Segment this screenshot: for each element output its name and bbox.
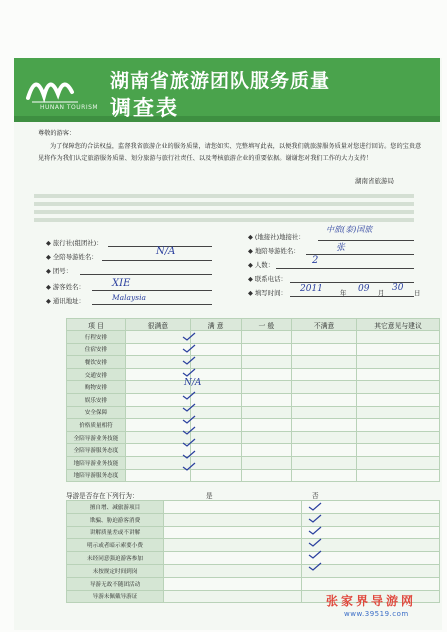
table-row xyxy=(67,526,440,539)
cell-unsatisfied[interactable] xyxy=(292,331,357,344)
cell-satisfied[interactable] xyxy=(190,393,241,406)
row-label: 全陪导游服务态度 xyxy=(67,444,126,457)
field-underline xyxy=(318,240,414,241)
field-label: 游客姓名： xyxy=(52,283,85,291)
field-underline xyxy=(92,304,212,305)
handwritten-day: 30 xyxy=(392,283,404,293)
cell-satisfied[interactable] xyxy=(190,456,241,469)
row-label: 擅自增、减旅游项目 xyxy=(67,501,164,514)
cell-satisfied[interactable] xyxy=(190,331,241,344)
cell-average[interactable] xyxy=(241,393,292,406)
field-group-number: ◆ 团号： xyxy=(46,267,73,275)
col-header-very-satisfied: 很满意 xyxy=(126,319,191,331)
cell-very-satisfied[interactable] xyxy=(126,368,191,381)
cell-comments[interactable] xyxy=(357,368,440,381)
cell-unsatisfied[interactable] xyxy=(292,456,357,469)
cell-unsatisfied[interactable] xyxy=(292,356,357,369)
watermark-url: www.39519.com xyxy=(344,610,409,618)
cell-very-satisfied[interactable] xyxy=(126,381,191,394)
behavior-question-title: 导游是否存在下列行为： xyxy=(66,492,139,500)
bleed-through-text xyxy=(34,190,414,224)
field-underline xyxy=(276,268,414,269)
field-local-guide: ◆ 地陪导游姓名： xyxy=(248,247,300,255)
cell-average[interactable] xyxy=(241,431,292,444)
cell-no[interactable] xyxy=(302,552,440,565)
checkmark-icon xyxy=(308,562,322,571)
cell-yes[interactable] xyxy=(164,513,302,526)
cell-unsatisfied[interactable] xyxy=(292,469,357,482)
cell-satisfied[interactable] xyxy=(190,406,241,419)
handwritten-tourist-name: XIE xyxy=(112,278,131,289)
intro-salutation: 尊敬的游客： xyxy=(38,130,76,137)
col-header-average: 一 般 xyxy=(241,319,292,331)
row-label: 行程安排 xyxy=(67,331,126,344)
cell-satisfied[interactable] xyxy=(190,419,241,432)
cell-unsatisfied[interactable] xyxy=(292,393,357,406)
cell-average[interactable] xyxy=(241,331,292,344)
checkmark-icon xyxy=(308,526,322,535)
cell-no[interactable] xyxy=(302,564,440,577)
cell-unsatisfied[interactable] xyxy=(292,381,357,394)
checkmark-icon xyxy=(308,538,322,547)
row-label: 餐饮安排 xyxy=(67,356,126,369)
table-row xyxy=(67,552,440,565)
cell-very-satisfied[interactable] xyxy=(126,343,191,356)
cell-unsatisfied[interactable] xyxy=(292,419,357,432)
checkmark-icon xyxy=(182,426,196,435)
checkmark-icon xyxy=(182,462,196,471)
row-label: 导游无故不随团活动 xyxy=(67,577,164,590)
cell-average[interactable] xyxy=(241,356,292,369)
table-row xyxy=(67,444,440,457)
field-tourist-name: ◆ 游客姓名： xyxy=(46,283,85,291)
field-underline xyxy=(306,254,414,255)
intro-body: 为了保障您的合法权益，监督我省旅游企业的服务质量，请您如实、完整填写此表，以便我们就旅游服务质量对您进行回访。您的宝贵意见将作为我们认定旅游服务质量、划分旅游与旅行社责任、以及考核旅游企业的重要依据。谢谢您对我们工作的大力支持！ xyxy=(38,142,422,162)
field-phone: ◆ 联系电话： xyxy=(248,275,287,283)
row-label: 导游未佩戴导游证 xyxy=(67,590,164,603)
row-label: 住宿安排 xyxy=(67,343,126,356)
table-row xyxy=(67,431,440,444)
cell-no[interactable] xyxy=(302,577,440,590)
cell-average[interactable] xyxy=(241,444,292,457)
logo-subtext: HUNAN TOURISM xyxy=(40,104,99,111)
row-label: 明示或者暗示索要小费 xyxy=(67,539,164,552)
checkmark-icon xyxy=(308,514,322,523)
yes-column-label: 是 xyxy=(206,492,213,500)
field-underline xyxy=(80,274,212,275)
handwritten-year: 2011 xyxy=(300,284,323,294)
cell-very-satisfied[interactable] xyxy=(126,406,191,419)
cell-unsatisfied[interactable] xyxy=(292,368,357,381)
field-underline xyxy=(102,260,212,261)
table-row xyxy=(67,469,440,482)
handwritten-address: Malaysia xyxy=(112,293,146,302)
checkmark-icon xyxy=(308,502,322,511)
table-row xyxy=(67,343,440,356)
cell-comments[interactable] xyxy=(357,393,440,406)
cell-satisfied[interactable] xyxy=(190,469,241,482)
cell-no[interactable] xyxy=(302,526,440,539)
field-label: 通讯地址： xyxy=(52,297,85,305)
row-label: 娱乐安排 xyxy=(67,393,126,406)
intro-signoff: 湖南省旅游局 xyxy=(355,177,394,185)
col-header-unsatisfied: 不满意 xyxy=(292,319,357,331)
cell-satisfied[interactable] xyxy=(190,343,241,356)
checkmark-icon xyxy=(182,344,196,353)
cell-yes[interactable] xyxy=(164,564,302,577)
col-header-item: 项 目 xyxy=(67,319,126,331)
cell-very-satisfied[interactable] xyxy=(126,331,191,344)
field-label: 地陪导游姓名： xyxy=(254,247,300,255)
handwritten-headcount: 2 xyxy=(312,255,319,266)
cell-yes[interactable] xyxy=(164,590,302,603)
table-row xyxy=(67,513,440,526)
month-unit: 月 xyxy=(378,289,385,297)
cell-yes[interactable] xyxy=(164,501,302,514)
checkmark-icon xyxy=(182,356,196,365)
cell-average[interactable] xyxy=(241,469,292,482)
checkmark-icon xyxy=(182,391,196,400)
cell-very-satisfied[interactable] xyxy=(126,469,191,482)
cell-very-satisfied[interactable] xyxy=(126,456,191,469)
cell-very-satisfied[interactable] xyxy=(126,393,191,406)
table-row xyxy=(67,331,440,344)
table-row xyxy=(67,501,440,514)
cell-unsatisfied[interactable] xyxy=(292,406,357,419)
cell-satisfied[interactable] xyxy=(190,444,241,457)
checkmark-icon xyxy=(182,368,196,377)
table-row xyxy=(67,456,440,469)
cell-very-satisfied[interactable] xyxy=(126,444,191,457)
title-line-1: 湖南省旅游团队服务质量 xyxy=(110,70,331,92)
table-row xyxy=(67,406,440,419)
cell-comments[interactable] xyxy=(357,444,440,457)
row-label: 安全保障 xyxy=(67,406,126,419)
checkmark-icon xyxy=(182,450,196,459)
field-label: (地接社)地接社： xyxy=(254,233,305,241)
checkmark-icon xyxy=(182,415,196,424)
cell-comments[interactable] xyxy=(357,343,440,356)
field-label: 团号： xyxy=(52,267,73,275)
handwritten-local-guide: 张 xyxy=(336,243,346,253)
cell-average[interactable] xyxy=(241,456,292,469)
cell-yes[interactable] xyxy=(164,539,302,552)
table-row xyxy=(67,368,440,381)
row-label: 交通安排 xyxy=(67,368,126,381)
field-address: ◆ 通讯地址： xyxy=(46,297,85,305)
checkmark-icon xyxy=(182,438,196,447)
checkmark-icon xyxy=(182,332,196,341)
row-label: 价格质量相符 xyxy=(67,419,126,432)
col-header-comments: 其它意见与建议 xyxy=(357,319,440,331)
cell-average[interactable] xyxy=(241,368,292,381)
field-national-guide: ◆ 全陪导游姓名： xyxy=(46,253,98,261)
cell-average[interactable] xyxy=(241,343,292,356)
cell-comments[interactable] xyxy=(357,431,440,444)
field-label: 人数： xyxy=(254,261,275,269)
field-label: 填写时间： xyxy=(254,289,287,297)
row-label: 地陪导游业务技能 xyxy=(67,456,126,469)
row-label: 地陪导游服务态度 xyxy=(67,469,126,482)
cell-comments[interactable] xyxy=(357,331,440,344)
row-label: 未经同意强迫游客参加 xyxy=(67,552,164,565)
cell-satisfied[interactable] xyxy=(190,431,241,444)
watermark-site-name: 张家界导游网 xyxy=(326,594,417,608)
cell-unsatisfied[interactable] xyxy=(292,444,357,457)
field-underline xyxy=(92,290,212,291)
handwritten-na-mark: N/A xyxy=(184,378,202,388)
cell-very-satisfied[interactable] xyxy=(126,356,191,369)
table-row xyxy=(67,356,440,369)
table-row xyxy=(67,564,440,577)
cell-no[interactable] xyxy=(302,539,440,552)
behavior-table xyxy=(66,500,440,603)
cell-comments[interactable] xyxy=(357,469,440,482)
field-label: 全陪导游姓名： xyxy=(52,253,98,261)
field-underline xyxy=(290,296,414,297)
header-band xyxy=(14,116,440,122)
cell-average[interactable] xyxy=(241,419,292,432)
no-column-label: 否 xyxy=(312,492,319,500)
checkmark-icon xyxy=(308,550,322,559)
cell-comments[interactable] xyxy=(357,381,440,394)
title-line-2: 调查表 xyxy=(110,96,179,120)
cell-satisfied[interactable] xyxy=(190,356,241,369)
row-label: 讲解质量差或不讲解 xyxy=(67,526,164,539)
cell-no[interactable] xyxy=(302,501,440,514)
cell-yes[interactable] xyxy=(164,552,302,565)
cell-yes[interactable] xyxy=(164,577,302,590)
col-header-satisfied: 满 意 xyxy=(190,319,241,331)
intro-text xyxy=(38,128,424,166)
cell-very-satisfied[interactable] xyxy=(126,431,191,444)
cell-very-satisfied[interactable] xyxy=(126,419,191,432)
row-label: 全陪导游业务技能 xyxy=(67,431,126,444)
cell-comments[interactable] xyxy=(357,356,440,369)
field-headcount: ◆ 人数： xyxy=(248,261,275,269)
cell-no[interactable] xyxy=(302,513,440,526)
field-date: ◆ 填写时间： xyxy=(248,289,287,297)
checkmark-icon xyxy=(182,403,196,412)
field-label: 旅行社(组团社)： xyxy=(52,239,103,247)
handwritten-month: 09 xyxy=(358,284,370,294)
handwritten-local-agency: 中旅(泰)国旅 xyxy=(326,225,373,234)
row-label: 购物安排 xyxy=(67,381,126,394)
table-row xyxy=(67,539,440,552)
year-unit: 年 xyxy=(340,289,347,297)
row-label: 未按规定时间到岗 xyxy=(67,564,164,577)
rating-table-header xyxy=(67,319,440,331)
cell-unsatisfied[interactable] xyxy=(292,343,357,356)
cell-average[interactable] xyxy=(241,406,292,419)
field-tour-agency: ◆ 旅行社(组团社)： xyxy=(46,239,103,247)
cell-comments[interactable] xyxy=(357,456,440,469)
handwritten-national-guide: N/A xyxy=(156,246,176,257)
table-row xyxy=(67,381,440,394)
table-row xyxy=(67,419,440,432)
table-row xyxy=(67,577,440,590)
field-label: 联系电话： xyxy=(254,275,287,283)
cell-yes[interactable] xyxy=(164,526,302,539)
row-label: 欺骗、胁迫游客消费 xyxy=(67,513,164,526)
cell-comments[interactable] xyxy=(357,419,440,432)
cell-average[interactable] xyxy=(241,381,292,394)
table-row xyxy=(67,393,440,406)
cell-comments[interactable] xyxy=(357,406,440,419)
day-unit: 日 xyxy=(414,289,421,297)
rating-table xyxy=(66,318,440,482)
field-local-agency: ◆ (地接社)地接社： xyxy=(248,233,305,241)
cell-unsatisfied[interactable] xyxy=(292,431,357,444)
